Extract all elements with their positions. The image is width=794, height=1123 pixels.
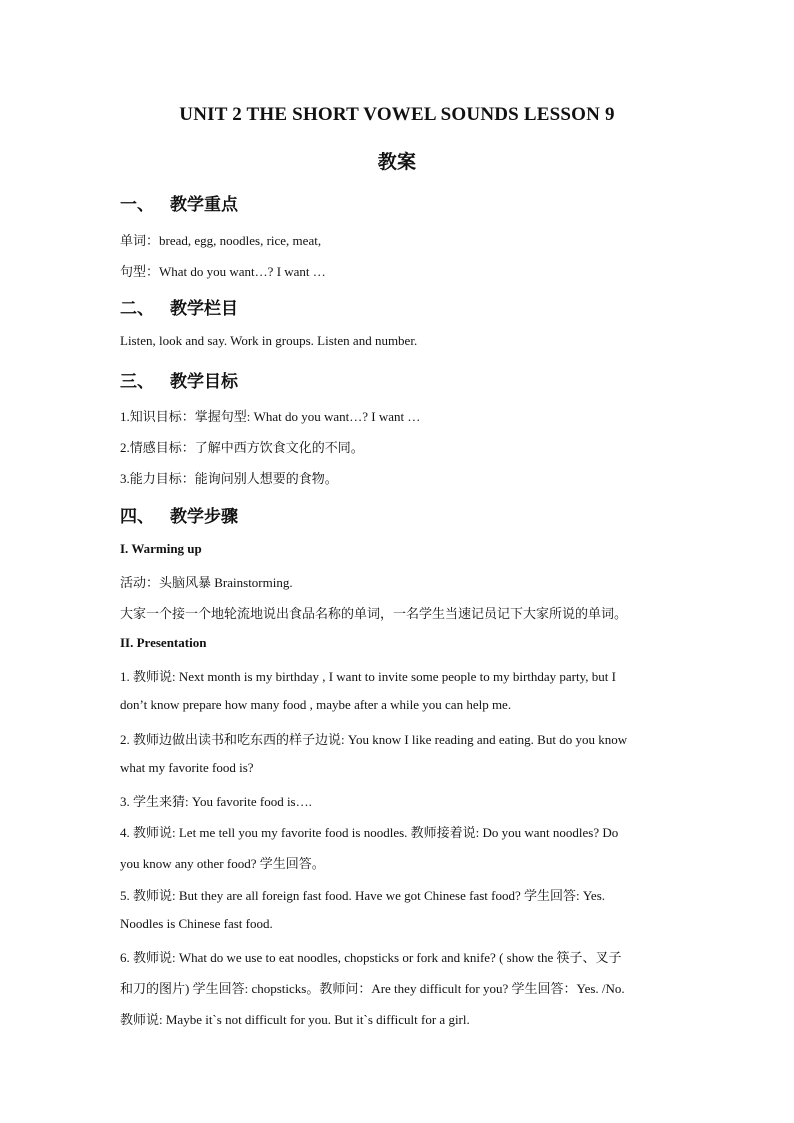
warmup-description-line: 大家一个接一个地轮流地说出食品名称的单词，一名学生当速记员记下大家所说的单词。: [120, 606, 628, 621]
document-subtitle: 教案: [377, 152, 417, 173]
warming-up-heading: I. Warming up: [120, 541, 202, 556]
warmup-activity-line: 活动：头脑风暴 Brainstorming.: [120, 575, 293, 590]
presentation-line: 4. 教师说: Let me tell you my favorite food is noodles. 教师接着说: Do you want noodles? Do: [120, 825, 619, 840]
objective-emotion: 2.情感目标：了解中西方饮食文化的不同。: [120, 440, 364, 455]
section-title: 教学重点: [170, 195, 238, 214]
section-number: 二、: [120, 299, 154, 318]
presentation-line: 5. 教师说: But they are all foreign fast food. Have we got Chinese fast food? 学生回答: Yes.: [120, 888, 606, 903]
section-title: 教学栏目: [170, 299, 238, 318]
presentation-heading: II. Presentation: [120, 635, 207, 650]
presentation-line: 1. 教师说: Next month is my birthday , I want to invite some people to my birthday party, but I: [120, 669, 616, 684]
columns-line: Listen, look and say. Work in groups. Listen and number.: [120, 333, 418, 348]
section-heading-key-points: [120, 190, 238, 215]
presentation-line: 3. 学生来猜: You favorite food is….: [120, 794, 312, 809]
section-number: 四、: [120, 507, 154, 526]
presentation-line: you know any other food? 学生回答。: [120, 856, 325, 871]
objective-ability: 3.能力目标：能询问别人想要的食物。: [120, 471, 338, 486]
section-heading-steps: [120, 502, 238, 527]
section-title: 教学步骤: [170, 507, 238, 526]
presentation-line: 教师说: Maybe it`s not difficult for you. But it`s difficult for a girl.: [120, 1012, 470, 1027]
section-heading-objectives: [120, 367, 238, 392]
presentation-line: 和刀的图片) 学生回答: chopsticks。教师问：Are they difficult for you? 学生回答：Yes. /No.: [120, 981, 625, 996]
document-title: UNIT 2 THE SHORT VOWEL SOUNDS LESSON 9: [179, 104, 615, 125]
section-heading-columns: [120, 294, 238, 319]
objective-knowledge: 1.知识目标：掌握句型: What do you want…? I want …: [120, 409, 421, 424]
presentation-line: don’t know prepare how many food , maybe after a while you can help me.: [120, 697, 512, 712]
section-title: 教学目标: [170, 372, 238, 391]
presentation-line: 6. 教师说: What do we use to eat noodles, chopsticks or fork and knife? ( show the 筷子、叉子: [120, 950, 622, 965]
presentation-line: Noodles is Chinese fast food.: [120, 916, 273, 931]
presentation-line: what my favorite food is?: [120, 760, 254, 775]
sentence-pattern-line: 句型：What do you want…? I want …: [120, 264, 326, 279]
presentation-line: 2. 教师边做出读书和吃东西的样子边说: You know I like reading and eating. But do you know: [120, 732, 628, 747]
section-number: 一、: [120, 195, 154, 214]
key-words-line: 单词：bread, egg, noodles, rice, meat,: [120, 233, 322, 248]
section-number: 三、: [120, 372, 154, 391]
